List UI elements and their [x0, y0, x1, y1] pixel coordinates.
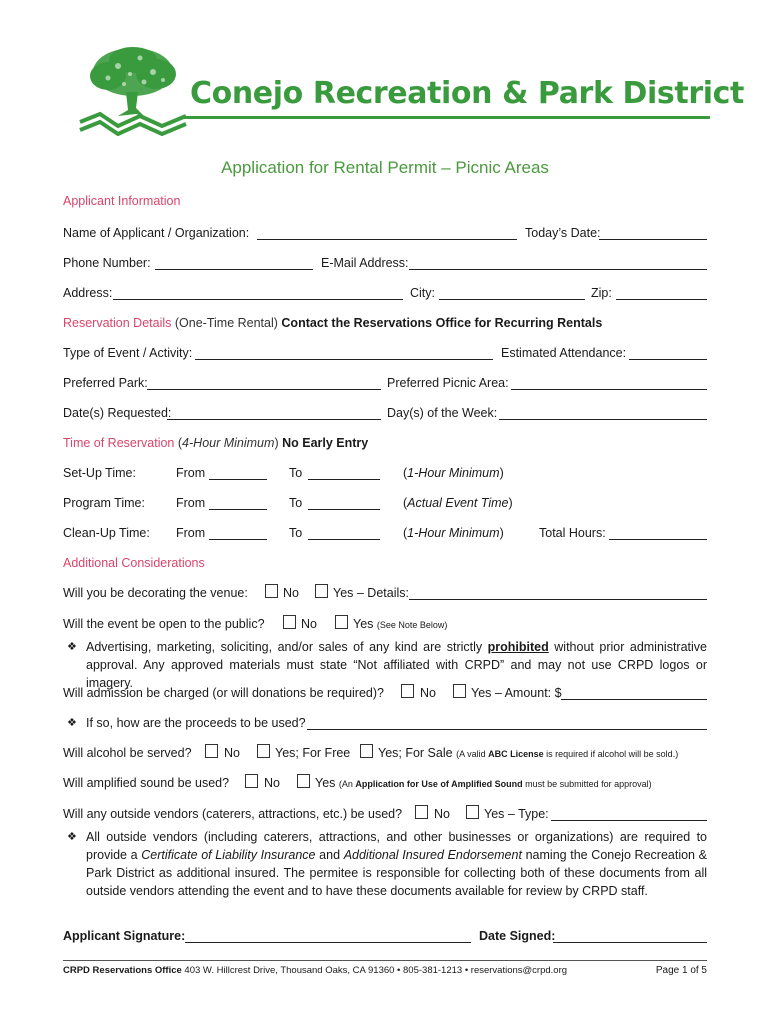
setup-minimum-note: (1-Hour Minimum) — [403, 466, 504, 480]
row-dates — [63, 406, 707, 422]
setup-to-field[interactable] — [308, 479, 380, 480]
program-to-label: To — [289, 496, 303, 510]
setup-from-label: From — [176, 466, 206, 480]
time-minimum-note: 4-Hour Minimum — [182, 436, 275, 450]
row-signature — [63, 929, 707, 945]
total-hours-label: Total Hours: — [539, 526, 606, 540]
cleanup-to-field[interactable] — [308, 539, 380, 540]
todays-date-label: Today’s Date: — [525, 226, 601, 240]
setup-to-label: To — [289, 466, 303, 480]
event-type-label: Type of Event / Activity: — [63, 346, 193, 360]
signature-label: Applicant Signature: — [63, 929, 186, 943]
days-label: Day(s) of the Week: — [387, 406, 498, 420]
page-title: Application for Rental Permit – Picnic Areas — [221, 158, 549, 177]
program-from-label: From — [176, 496, 206, 510]
admission-amount-field[interactable] — [561, 699, 707, 700]
section-reservation-details — [63, 316, 602, 330]
alcohol-free-label: Yes; For Free — [275, 746, 351, 760]
footer-contact — [63, 965, 567, 976]
zip-label: Zip: — [591, 286, 612, 300]
footer-divider — [63, 960, 707, 961]
alcohol-no-label: No — [224, 746, 240, 760]
alcohol-no-checkbox[interactable] — [205, 744, 218, 758]
alcohol-free-checkbox[interactable] — [257, 744, 270, 758]
cleanup-minimum-note: (1-Hour Minimum) — [403, 526, 504, 540]
alcohol-sale-checkbox[interactable] — [360, 744, 373, 758]
applicant-name-field[interactable] — [257, 239, 517, 240]
vendors-no-label: No — [434, 807, 450, 821]
reservation-note: (One-Time Rental) — [174, 316, 278, 330]
section-applicant-information: Applicant Information — [63, 194, 181, 208]
public-question: Will the event be open to the public? — [63, 617, 265, 631]
row-decorating — [63, 586, 707, 602]
public-yes-note: (See Note Below) — [376, 620, 448, 630]
preferred-park-label: Preferred Park: — [63, 376, 148, 390]
admission-yes-label: Yes – Amount: $ — [471, 686, 562, 700]
section-time-of-reservation: Time of Reservation (4-Hour Minimum) No Early Entry — [63, 436, 369, 450]
attendance-field[interactable] — [629, 359, 707, 360]
decorating-yes-label: Yes – Details: — [333, 586, 409, 600]
section-additional-considerations: Additional Considerations — [63, 556, 205, 570]
row-cleanup-time — [63, 526, 707, 542]
logo-rule — [184, 116, 710, 119]
preferred-picnic-field[interactable] — [511, 389, 707, 390]
decorating-yes-checkbox[interactable] — [315, 584, 328, 598]
alcohol-note: (A valid ABC License is required if alcohol will be sold.) — [456, 749, 679, 759]
total-hours-field[interactable] — [609, 539, 707, 540]
row-sound — [63, 776, 707, 792]
decorating-no-checkbox[interactable] — [265, 584, 278, 598]
setup-from-field[interactable] — [209, 479, 267, 480]
admission-no-checkbox[interactable] — [401, 684, 414, 698]
footer-office: CRPD Reservations Office — [63, 965, 182, 976]
city-field[interactable] — [439, 299, 585, 300]
phone-label: Phone Number: — [63, 256, 151, 270]
program-to-field[interactable] — [308, 509, 380, 510]
preferred-picnic-label: Preferred Picnic Area: — [387, 376, 509, 390]
row-alcohol — [63, 746, 707, 762]
sound-no-checkbox[interactable] — [245, 774, 258, 788]
email-label: E-Mail Address: — [321, 256, 409, 270]
cleanup-from-field[interactable] — [209, 539, 267, 540]
city-label: City: — [410, 286, 435, 300]
diamond-bullet-icon: ❖ — [67, 831, 77, 843]
row-program-time — [63, 496, 707, 512]
cleanup-from-label: From — [176, 526, 206, 540]
setup-time-label: Set-Up Time: — [63, 466, 136, 480]
admission-no-label: No — [420, 686, 436, 700]
days-field[interactable] — [499, 419, 707, 420]
page-number: Page 1 of 5 — [655, 965, 707, 976]
preferred-park-field[interactable] — [147, 389, 381, 390]
program-from-field[interactable] — [209, 509, 267, 510]
org-name: Conejo Recreation & Park District — [190, 76, 744, 111]
row-phone-email — [63, 256, 707, 272]
vendors-yes-label: Yes – Type: — [484, 807, 549, 821]
row-event-type — [63, 346, 707, 362]
dates-field[interactable] — [167, 419, 381, 420]
applicant-name-label: Name of Applicant / Organization: — [63, 226, 250, 240]
footer-address: 403 W. Hillcrest Drive, Thousand Oaks, CA 91360 • 805-381-1213 • reservations@crpd.org — [181, 965, 568, 976]
row-public — [63, 617, 707, 633]
todays-date-field[interactable] — [599, 239, 707, 240]
sound-no-label: No — [264, 776, 280, 790]
public-yes-label: Yes (See Note Below) — [353, 617, 448, 631]
program-event-note: (Actual Event Time) — [403, 496, 513, 510]
diamond-bullet-icon: ❖ — [67, 717, 77, 729]
sound-question: Will amplified sound be used? — [63, 776, 230, 790]
row-applicant-name — [63, 226, 707, 242]
vendors-no-checkbox[interactable] — [415, 805, 428, 819]
row-proceeds — [63, 716, 707, 732]
time-title: Time of Reservation — [63, 436, 175, 450]
sound-note: (An Application for Use of Amplified Sound must be submitted for approval) — [338, 779, 652, 789]
admission-question: Will admission be charged (or will donations be required)? — [63, 686, 384, 700]
vendors-yes-checkbox[interactable] — [466, 805, 479, 819]
proceeds-question: If so, how are the proceeds to be used? — [86, 716, 306, 730]
address-field[interactable] — [113, 299, 403, 300]
sound-yes-checkbox[interactable] — [297, 774, 310, 788]
event-type-field[interactable] — [195, 359, 493, 360]
vendors-question: Will any outside vendors (caterers, attractions, etc.) be used? — [63, 807, 403, 821]
decorating-no-label: No — [283, 586, 299, 600]
date-signed-label: Date Signed: — [479, 929, 556, 943]
zip-field[interactable] — [616, 299, 707, 300]
diamond-bullet-icon: ❖ — [67, 641, 77, 653]
email-field[interactable] — [409, 269, 707, 270]
alcohol-question: Will alcohol be served? — [63, 746, 192, 760]
vendors-type-field[interactable] — [551, 820, 707, 821]
date-signed-field[interactable] — [553, 942, 707, 943]
cleanup-to-label: To — [289, 526, 303, 540]
decorating-details-field[interactable] — [409, 599, 707, 600]
public-yes-checkbox[interactable] — [335, 615, 348, 629]
program-time-label: Program Time: — [63, 496, 145, 510]
attendance-label: Estimated Attendance: — [501, 346, 627, 360]
row-address — [63, 286, 707, 302]
dates-label: Date(s) Requested: — [63, 406, 172, 420]
row-preferred-park — [63, 376, 707, 392]
proceeds-field[interactable] — [307, 729, 707, 730]
row-admission — [63, 686, 707, 702]
prohibited-text: prohibited — [487, 640, 549, 654]
phone-field[interactable] — [155, 269, 313, 270]
row-vendors — [63, 807, 707, 823]
tree-logo-icon — [78, 44, 188, 136]
admission-yes-checkbox[interactable] — [453, 684, 466, 698]
address-label: Address: — [63, 286, 113, 300]
public-no-label: No — [301, 617, 317, 631]
decorating-question: Will you be decorating the venue: — [63, 586, 248, 600]
cleanup-time-label: Clean-Up Time: — [63, 526, 150, 540]
sound-yes-label: Yes (An Application for Use of Amplified Sound must be submitted for approval) — [315, 776, 652, 790]
alcohol-sale-label: Yes; For Sale (A valid ABC License is required if alcohol will be sold.) — [378, 746, 679, 760]
public-no-checkbox[interactable] — [283, 615, 296, 629]
signature-field[interactable] — [185, 942, 471, 943]
no-early-entry-note: No Early Entry — [282, 436, 369, 450]
vendors-insurance-note: ❖ All outside vendors (including caterers, attractions, and other businesses or organizations) are required to provide a Certificate of Liability Insurance and Additional Insured Endorsement naming the Conejo Recreation & Park District as additional insured. The permitee is responsible for collecting both of these documents from all outside vendors attending the event and to have these documents available for review by CRPD staff. — [67, 830, 707, 898]
advertising-note: ❖ Advertising, marketing, soliciting, and/or sales of any kind are strictly prohibited without prior administrative approval. Any approved materials must state “Not affiliated with CRPD” and may not use CRPD logos or imagery. — [67, 640, 707, 690]
reservation-title: Reservation Details — [63, 316, 172, 330]
reservation-contact-note: Contact the Reservations Office for Recurring Rentals — [281, 316, 603, 330]
row-setup-time — [63, 466, 707, 482]
